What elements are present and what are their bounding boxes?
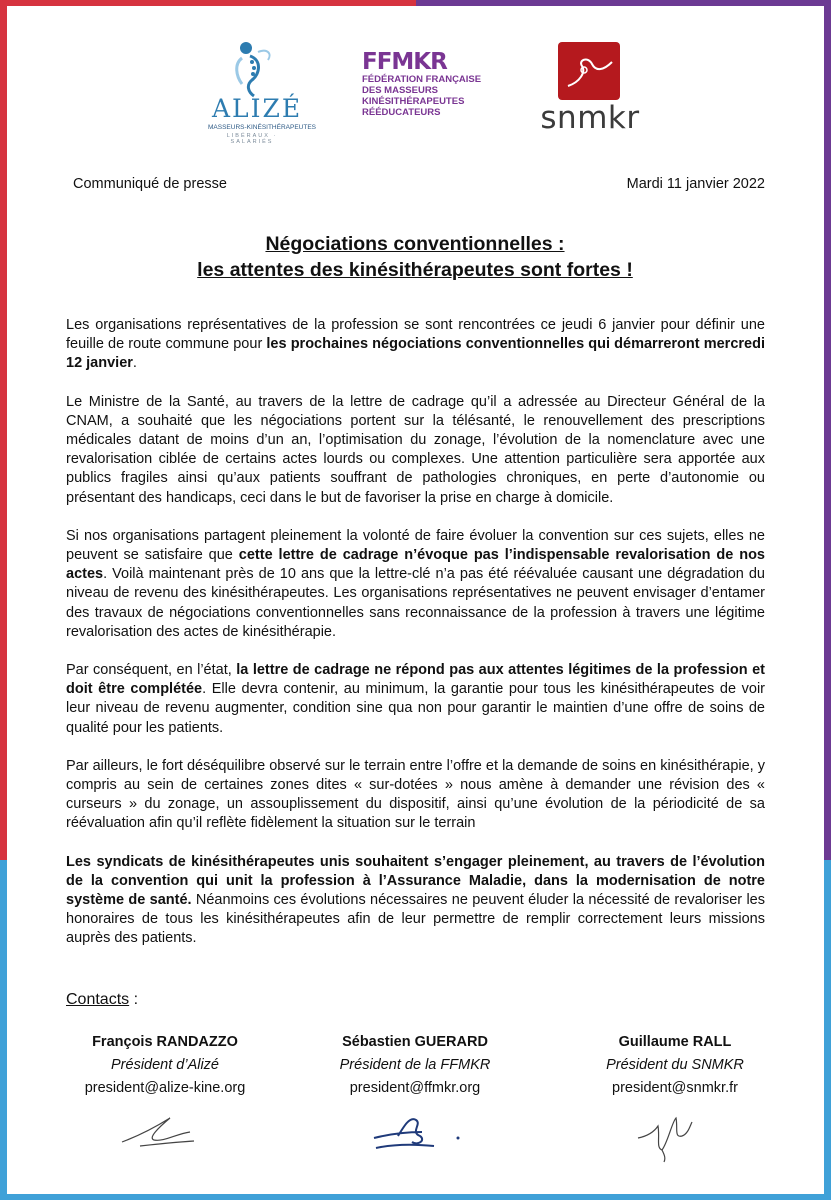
ffmkr-line: FÉDÉRATION FRANÇAISE (362, 74, 482, 85)
contact-role: Président du SNMKR (606, 1057, 744, 1073)
contact-email[interactable]: president@snmkr.fr (612, 1080, 738, 1096)
snmkr-logo (540, 42, 640, 137)
paragraph-emphasis: la lettre de cadrage ne répond pas aux attentes légitimes de la profession et doit être complétée (66, 662, 765, 698)
alize-wordmark: ALIZÉ (212, 94, 303, 123)
ffmkr-line: DES MASSEURS (362, 85, 439, 96)
frame-right-purple (824, 0, 831, 860)
contact-email[interactable]: president@alize-kine.org (84, 1080, 246, 1096)
paragraph-emphasis: Les syndicats de kinésithérapeutes unis souhaitent s’engager pleinement, au travers de l’évolution de la convention qui unit la profession à l’Assurance Maladie, dans la modernisation de notre système de santé. (66, 853, 765, 909)
document-type-label: Communiqué de presse (73, 176, 227, 192)
contact-role: Président d’Alizé (111, 1057, 219, 1073)
frame-left-blue (0, 860, 7, 1200)
frame-top-purple (416, 0, 831, 6)
paragraph-text: . Voilà maintenant près de 10 ans que la lettre-clé n’a pas été réévaluée causant une dégradation du niveau de revenu des kinésithérapeutes. Les organisations représentatives ne peuvent envisager d’entamer des travaux de négociations conventionnelles sans reconnaissance de la profession à travers une légitime revalorisation des actes de kinésithérapie. (66, 566, 765, 640)
signature-rall (632, 1108, 702, 1163)
title-line-1: Négociations conventionnelles : (265, 233, 565, 255)
snmkr-wordmark: snmkr (540, 100, 640, 136)
contacts-suffix: : (129, 991, 139, 1008)
contacts-label: Contacts (66, 991, 130, 1008)
paragraph-text: Par conséquent, en l’état, (66, 662, 237, 679)
ffmkr-line: KINÉSITHÉRAPEUTES (362, 96, 465, 107)
alize-figure-icon (212, 40, 292, 98)
frame-top-red (0, 0, 416, 6)
paragraph-text: Si nos organisations partagent pleinement la volonté de faire évoluer la convention sur ces sujets, elles ne peuvent se satisfaire que (66, 527, 765, 564)
paragraph-2: Le Ministre de la Santé, au travers de la lettre de cadrage qu’il a adressée au Directeur Général de la CNAM, a souhaité que les négociations portent sur la télésanté, le renouvellement des prescriptions médicales datant de moins d’un an, l’optimisation du zonage, l’évolution de la nomenclature avec une revalorisation ciblée de certains actes lourds ou complexes. Une attention particulière sera apportée aux publics fragiles ainsi qu’aux patients souffrant de pathologies chroniques, en perte d’autonomie ou présentant des handicaps, ceci dans le but de favoriser la prise en charge à domicile. (66, 393, 765, 506)
paragraph-text: . Elle devra contenir, au minimum, la garantie pour tous les kinésithérapeutes de voir leur niveau de revenu augmenter, condition sine qua non pour garantir le maintien d’une offre de soins de qualité pour les patients. (66, 681, 765, 736)
contact-block (545, 1031, 805, 1100)
paragraph-1 (66, 316, 765, 374)
paragraph-text: Les organisations représentatives de la profession se sont rencontrées ce jeudi 6 janvier pour définir une feuille de route commune pour (66, 317, 765, 353)
alize-tagline: LIBÉRAUX · SALARIÉS (226, 133, 278, 145)
paragraph-3 (66, 527, 765, 642)
contact-name: François RANDAZZO (92, 1034, 238, 1050)
contact-role: Président de la FFMKR (339, 1057, 491, 1073)
alize-logo (208, 40, 316, 145)
title-line-2: les attentes des kinésithérapeutes sont fortes ! (197, 259, 633, 281)
contact-block (35, 1031, 295, 1100)
signature-randazzo (118, 1108, 198, 1153)
paragraph-text: . (132, 355, 137, 372)
paragraph-emphasis: les prochaines négociations conventionnelles qui démarreront mercredi 12 janvier (66, 336, 765, 372)
snmkr-emblem-icon (558, 42, 620, 100)
contact-email[interactable]: president@ffmkr.org (349, 1080, 481, 1096)
ffmkr-line: RÉÉDUCATEURS (362, 107, 441, 118)
paragraph-text: Néanmoins ces évolutions nécessaires ne peuvent éluder la nécessité de revaloriser les honoraires de tous les kinésithérapeutes afin de leur permettre de remplir correctement leurs missions auprès des patients. (66, 892, 765, 947)
contacts-heading (66, 991, 138, 1009)
paragraph-4 (66, 661, 765, 738)
contact-block (285, 1031, 545, 1100)
ffmkr-logo (362, 50, 482, 118)
paragraph-5: Par ailleurs, le fort déséquilibre observé sur le terrain entre l’offre et la demande de soins en kinésithérapie, y compris au sein de certaines zones dites « sur-dotées » nous amène à demander une révision des « curseurs » du zonage, un assouplissement du dispositif, ainsi qu’une évolution de la périodicité de sa réévaluation afin qu’il reflète fidèlement la situation sur le terrain (66, 757, 765, 832)
press-release-body (66, 316, 765, 968)
contact-name: Sébastien GUERARD (342, 1034, 488, 1050)
document-date: Mardi 11 janvier 2022 (626, 176, 765, 192)
paragraph-emphasis: cette lettre de cadrage n’évoque pas l’indispensable revalorisation de nos actes (66, 547, 765, 583)
contact-name: Guillaume RALL (618, 1034, 732, 1050)
frame-right-blue (824, 860, 831, 1200)
frame-bottom-blue (0, 1194, 831, 1200)
alize-subtitle: MASSEURS-KINÉSITHÉRAPEUTES (208, 124, 316, 131)
ffmkr-acronym: FFMKR (362, 49, 447, 75)
paragraph-6 (66, 853, 765, 949)
signature-guerard (370, 1108, 465, 1153)
frame-left-red (0, 0, 7, 860)
page-title (70, 231, 760, 283)
